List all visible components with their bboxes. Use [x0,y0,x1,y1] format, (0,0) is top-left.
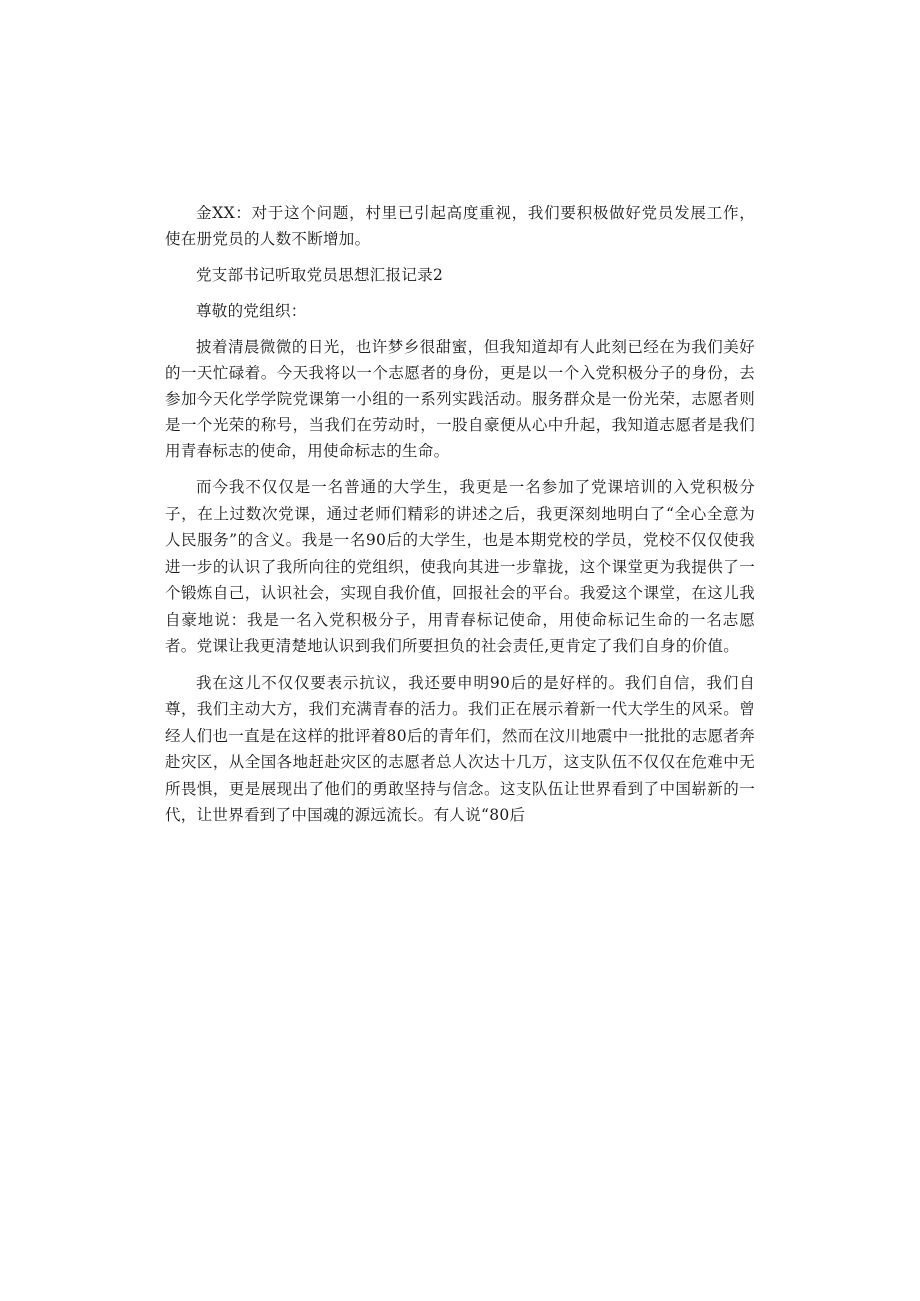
body-paragraph-1: 披着清晨微微的日光，也许梦乡很甜蜜，但我知道却有人此刻已经在为我们美好的一天忙碌着。今天我将以一个志愿者的身份，更是以一个入党积极分子的身份，去参加今天化学学院党课第一小组的一系列实践活动。服务群众是一份光荣，志愿者则是一个光荣的称号，当我们在劳动时，一股自豪便从心中升起，我知道志愿者是我们用青春标志的使命，用使命标志的生命。 [165,338,755,460]
document-body [165,200,755,839]
salutation: 尊敬的党组织： [196,302,307,320]
body-paragraph-3: 我在这儿不仅仅要表示抗议，我还要申明90后的是好样的。我们自信，我们自尊，我们主动大方，我们充满青春的活力。我们正在展示着新一代大学生的风采。曾经人们也一直是在这样的批评着80后的青年们，然而在汶川地震中一批批的志愿者奔赴灾区，从全国各地赶赴灾区的志愿者总人次达十几万，这支队伍不仅仅在危难中无所畏惧，更是展现出了他们的勇敢坚持与信念。这支队伍让世界看到了中国崭新的一代，让世界看到了中国魂的源远流长。有人说“80后 [165,673,755,824]
record-title: 党支部书记听取党员思想汇报记录2 [196,266,444,284]
intro-paragraph: 金XX：对于这个问题，村里已引起高度重视，我们要积极做好党员发展工作，使在册党员的人数不断增加。 [165,204,755,248]
body-paragraph-2: 而今我不仅仅是一名普通的大学生，我更是一名参加了党课培训的入党积极分子，在上过数次党课，通过老师们精彩的讲述之后，我更深刻地明白了“全心全意为人民服务”的含义。我是一名90后的大学生，也是本期党校的学员，党校不仅仅使我进一步的认识了我所向往的党组织，使我向其进一步靠拢，这个课堂更为我提供了一个锻炼自己，认识社会，实现自我价值，回报社会的平台。我爱这个课堂，在这儿我自豪地说：我是一名入党积极分子，用青春标记使命，用使命标记生命的一名志愿者。党课让我更清楚地认识到我们所要担负的社会责任,更肯定了我们自身的价值。 [165,478,755,655]
